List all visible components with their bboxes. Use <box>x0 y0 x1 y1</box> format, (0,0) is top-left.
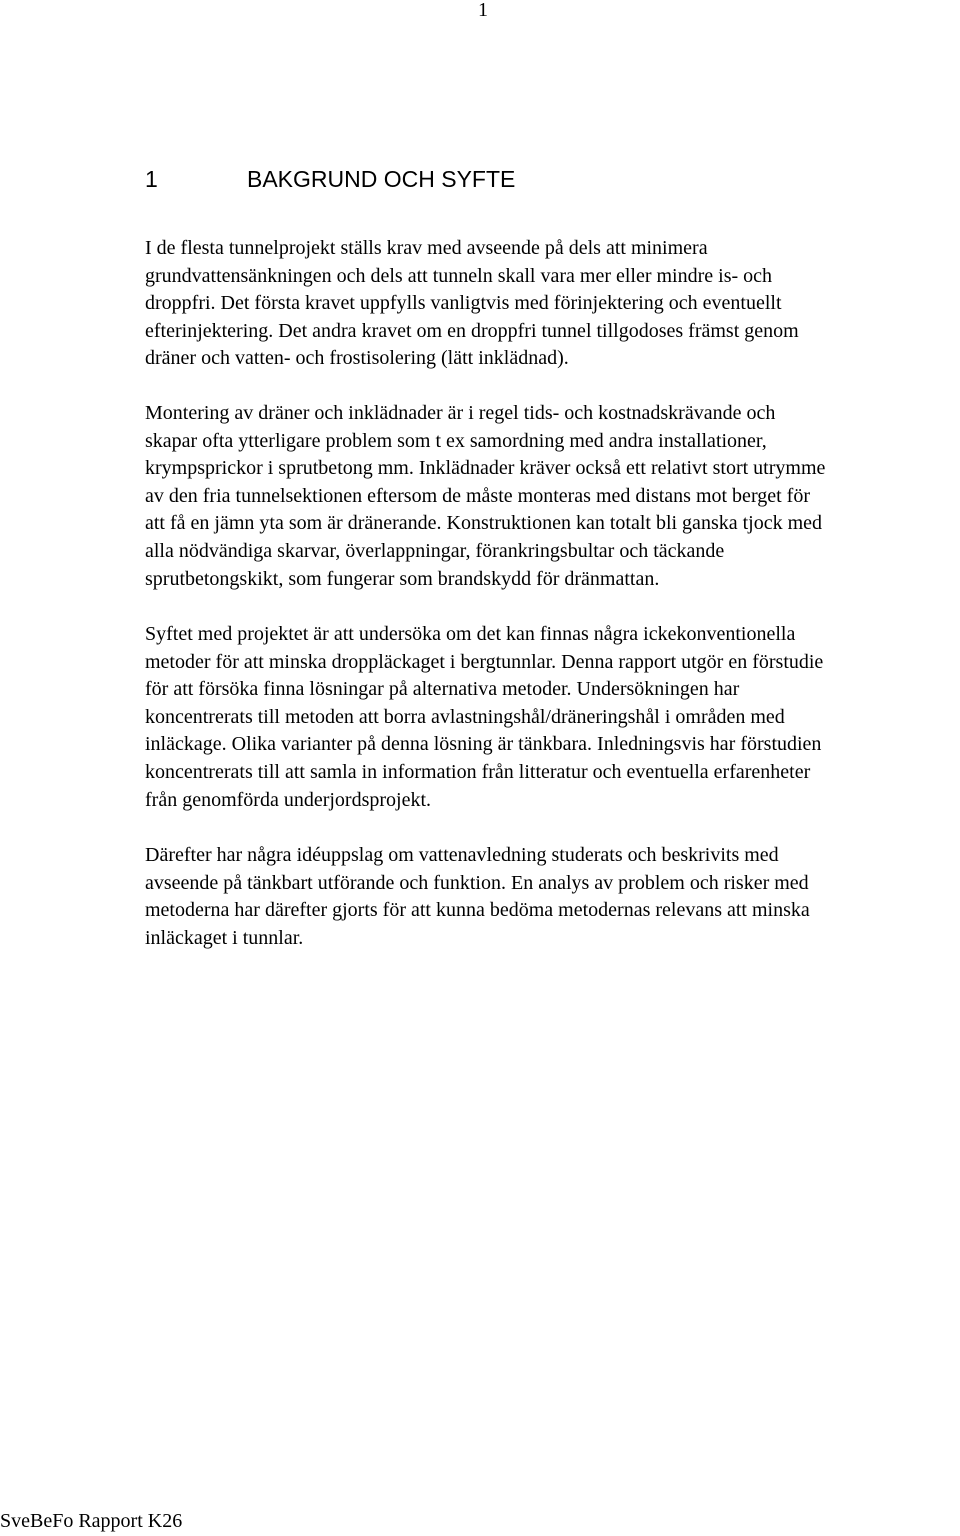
paragraph-line: alla nödvändiga skarvar, överlappningar, förankringsbultar och täckande <box>145 539 725 562</box>
paragraph-line: avseende på tänkbart utförande och funktion. En analys av problem och risker med <box>145 871 809 894</box>
paragraph-line: inläckage. Olika varianter på denna lösning är tänkbara. Inledningsvis har förstudien <box>145 733 822 756</box>
paragraph-line: skapar ofta ytterligare problem som t ex samordning med andra installationer, <box>145 429 767 452</box>
page-number: 1 <box>478 0 488 21</box>
paragraph-line: Montering av dräner och inklädnader är i regel tids- och kostnadskrävande och <box>145 402 776 424</box>
paragraph-line: koncentrerats till metoden att borra avlastningshål/dräneringshål i områden med <box>145 705 785 728</box>
paragraph-1 <box>145 235 945 373</box>
paragraph-line: metoder för att minska droppläckaget i bergtunnlar. Denna rapport utgör en förstudie <box>145 650 824 673</box>
section-title: BAKGRUND OCH SYFTE <box>247 166 516 192</box>
paragraph-line: koncentrerats till att samla in information från litteratur och eventuella erfarenheter <box>145 760 811 783</box>
section-heading <box>145 164 515 194</box>
paragraph-line: metoderna har därefter gjorts för att kunna bedöma metodernas relevans att minska <box>145 899 810 922</box>
paragraph-line: av den fria tunnelsektionen eftersom de måste monteras med distans mot berget för <box>145 484 810 507</box>
paragraph-line: efterinjektering. Det andra kravet om en droppfri tunnel tillgodoses främst genom <box>145 319 799 342</box>
section-number: 1 <box>145 166 158 192</box>
paragraph-line: I de flesta tunnelprojekt ställs krav med avseende på dels att minimera <box>145 237 708 259</box>
paragraph-line: Syftet med projektet är att undersöka om det kan finnas några ickekonventionella <box>145 623 796 645</box>
paragraph-line: grundvattensänkningen och dels att tunneln skall vara mer eller mindre is- och <box>145 264 773 287</box>
paragraph-2 <box>145 400 945 593</box>
paragraph-3 <box>145 621 945 814</box>
page-footer: SveBeFo Rapport K26 <box>0 1510 183 1532</box>
paragraph-line: sprutbetongskikt, som fungerar som brandskydd för dränmattan. <box>145 567 660 590</box>
paragraph-line: Därefter har några idéuppslag om vattenavledning studerats och beskrivits med <box>145 844 779 866</box>
paragraph-line: krympsprickor i sprutbetong mm. Inklädnader kräver också ett relativt stort utrymme <box>145 457 826 480</box>
paragraph-line: från genomförda underjordsprojekt. <box>145 788 432 811</box>
paragraph-line: dräner och vatten- och frostisolering (lätt inklädnad). <box>145 347 569 370</box>
paragraph-line: att få en jämn yta som är dränerande. Konstruktionen kan totalt bli ganska tjock med <box>145 512 823 535</box>
paragraph-line: inläckaget i tunnlar. <box>145 926 304 949</box>
paragraph-line: för att försöka finna lösningar på alternativa metoder. Undersökningen har <box>145 678 740 701</box>
paragraph-4 <box>145 842 945 952</box>
paragraph-line: droppfri. Det första kravet uppfylls vanligtvis med förinjektering och eventuellt <box>145 292 782 315</box>
